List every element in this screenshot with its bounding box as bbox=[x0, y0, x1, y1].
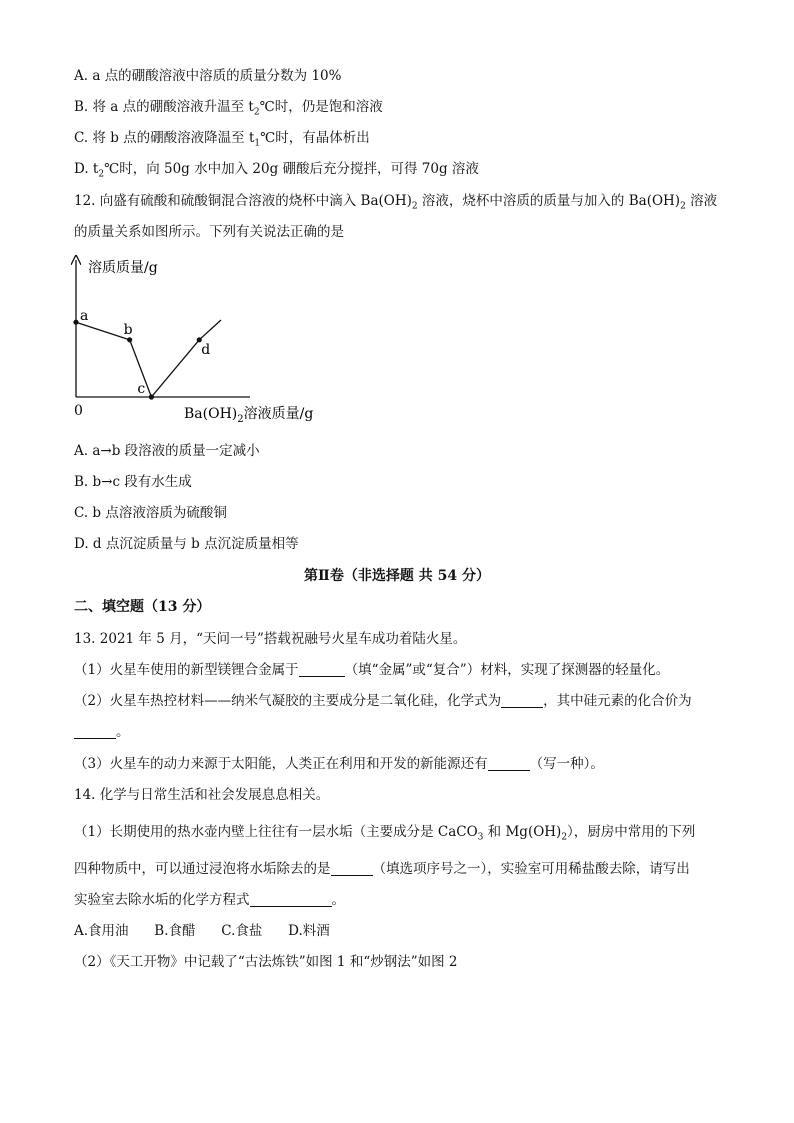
q14-p1-text-end: ），厨房中常用的下列 bbox=[567, 824, 696, 840]
point-label-b: b bbox=[123, 321, 133, 338]
q14-p1-mid: 和 Mg(OH) bbox=[483, 824, 562, 840]
point-label-c: c bbox=[137, 381, 146, 397]
solute-mass-chart bbox=[60, 250, 360, 430]
q14-part1-line2 bbox=[74, 859, 690, 879]
x-axis-label bbox=[184, 405, 313, 425]
q11-b-sub: 2 bbox=[253, 107, 260, 118]
q13-part3 bbox=[74, 754, 604, 774]
q11-c-text: C. 将 b 点的硼酸溶液降温至 t bbox=[74, 130, 255, 146]
answer-blank[interactable] bbox=[299, 662, 345, 677]
q12-option-a: A. a→b 段溶液的质量一定减小 bbox=[74, 443, 260, 459]
q12-option-c: C. b 点溶液溶质为硫酸铜 bbox=[74, 505, 227, 521]
data-points bbox=[73, 308, 210, 399]
q14-part1 bbox=[74, 822, 695, 848]
answer-blank[interactable] bbox=[250, 892, 332, 907]
q14-options: A.食用油 B.食醋 C.食盐 D.料酒 bbox=[74, 923, 330, 939]
point-c bbox=[149, 394, 154, 399]
q12-option-d: D. d 点沉淀质量与 b 点沉淀质量相等 bbox=[74, 536, 299, 552]
q13-p2-text: （2）火星车热控材料——纳米气凝胶的主要成分是二氧化硅，化学式为 bbox=[74, 693, 502, 709]
q14-p1-l2-text: 四种物质中，可以通过浸泡将水垢除去的是 bbox=[74, 861, 331, 877]
q12-option-b: B. b→c 段有水生成 bbox=[74, 474, 192, 490]
answer-blank[interactable] bbox=[501, 693, 543, 708]
q13-p2-text-end: ，其中硅元素的化合价为 bbox=[543, 693, 692, 709]
point-a bbox=[73, 320, 78, 325]
x-axis-label-main: Ba(OH) bbox=[184, 406, 238, 422]
series-line bbox=[76, 320, 221, 397]
q13-p3-text-end: （写一种）。 bbox=[529, 756, 604, 772]
section-heading: 二、填空题（13 分） bbox=[74, 599, 211, 615]
q11-b-text: B. 将 a 点的硼酸溶液升温至 t bbox=[74, 99, 254, 115]
point-label-a: a bbox=[80, 308, 89, 325]
q12-stem-sub1: 2 bbox=[411, 201, 418, 212]
q14-p1-sub1: 3 bbox=[477, 832, 484, 843]
q13-part2-cont bbox=[74, 722, 130, 742]
q11-d-text-end: ℃时，向 50g 水中加入 20g 硼酸后充分搅拌，可得 70g 溶液 bbox=[104, 161, 479, 177]
answer-blank[interactable] bbox=[74, 724, 116, 739]
q11-option-c bbox=[74, 128, 370, 154]
q11-option-d bbox=[74, 159, 479, 185]
q11-d-text: D. t bbox=[74, 161, 99, 177]
q14-p1-l3-text: 实验室去除水垢的化学方程式 bbox=[74, 892, 250, 908]
answer-blank[interactable] bbox=[488, 756, 530, 771]
q13-part2 bbox=[74, 691, 692, 711]
part2-title: 第Ⅱ卷（非选择题 共 54 分） bbox=[304, 568, 490, 584]
q13-p3-text: （3）火星车的动力来源于太阳能，人类正在利用和开发的新能源还有 bbox=[74, 756, 488, 772]
point-b bbox=[127, 337, 132, 342]
q14-p1-l2-text-end: （填选项序号之一），实验室可用稀盐酸去除，请写出 bbox=[372, 861, 690, 877]
origin-label: 0 bbox=[74, 403, 83, 419]
q14-p1-l3-period: 。 bbox=[331, 892, 345, 908]
point-label-d: d bbox=[201, 341, 211, 358]
q12-stem-a: 12. 向盛有硫酸和硫酸铜混合溶液的烧杯中滴入 Ba(OH) bbox=[74, 193, 412, 209]
q12-stem-c: 溶液 bbox=[685, 193, 718, 209]
y-axis-label: 溶质质量/g bbox=[88, 260, 158, 276]
q11-option-b bbox=[74, 97, 383, 123]
x-axis-label-unit: 溶液质量/g bbox=[243, 406, 314, 422]
q13-p1-text: （1）火星车使用的新型镁锂合金属于 bbox=[74, 662, 299, 678]
q11-c-sub: 1 bbox=[254, 138, 261, 149]
q14-stem: 14. 化学与日常生活和社会发展息息相关。 bbox=[74, 787, 330, 803]
q13-stem: 13. 2021 年 5 月，“天问一号”搭载祝融号火星车成功着陆火星。 bbox=[74, 631, 467, 647]
q12-stem-sub2: 2 bbox=[680, 201, 686, 212]
q13-part1 bbox=[74, 660, 669, 680]
q11-b-text-end: ℃时，仍是饱和溶液 bbox=[259, 99, 383, 115]
q14-part1-line3 bbox=[74, 890, 345, 910]
q12-stem-line1 bbox=[74, 191, 717, 217]
q13-p2-period: 。 bbox=[116, 724, 130, 740]
q11-d-sub: 2 bbox=[98, 169, 105, 180]
q12-stem-b: 溶液，烧杯中溶质的质量与加入的 Ba(OH) bbox=[417, 193, 681, 209]
q14-p1-sub2: 2 bbox=[561, 832, 568, 843]
q14-part2: （2）《天工开物》中记载了“古法炼铁”如图 1 和“炒钢法”如图 2 bbox=[74, 954, 458, 970]
q12-stem-line2: 的质量关系如图所示。下列有关说法正确的是 bbox=[74, 224, 344, 240]
q11-c-text-end: ℃时，有晶体析出 bbox=[260, 130, 370, 146]
q14-p1-text: （1）长期使用的热水壶内壁上往往有一层水垢（主要成分是 CaCO bbox=[74, 824, 478, 840]
x-axis-label-sub: 2 bbox=[237, 414, 244, 425]
q13-p1-text-end: （填“金属”或“复合”）材料，实现了探测器的轻量化。 bbox=[344, 662, 670, 678]
q11-option-a: A. a 点的硼酸溶液中溶质的质量分数为 10% bbox=[74, 68, 342, 84]
answer-blank[interactable] bbox=[331, 861, 373, 876]
